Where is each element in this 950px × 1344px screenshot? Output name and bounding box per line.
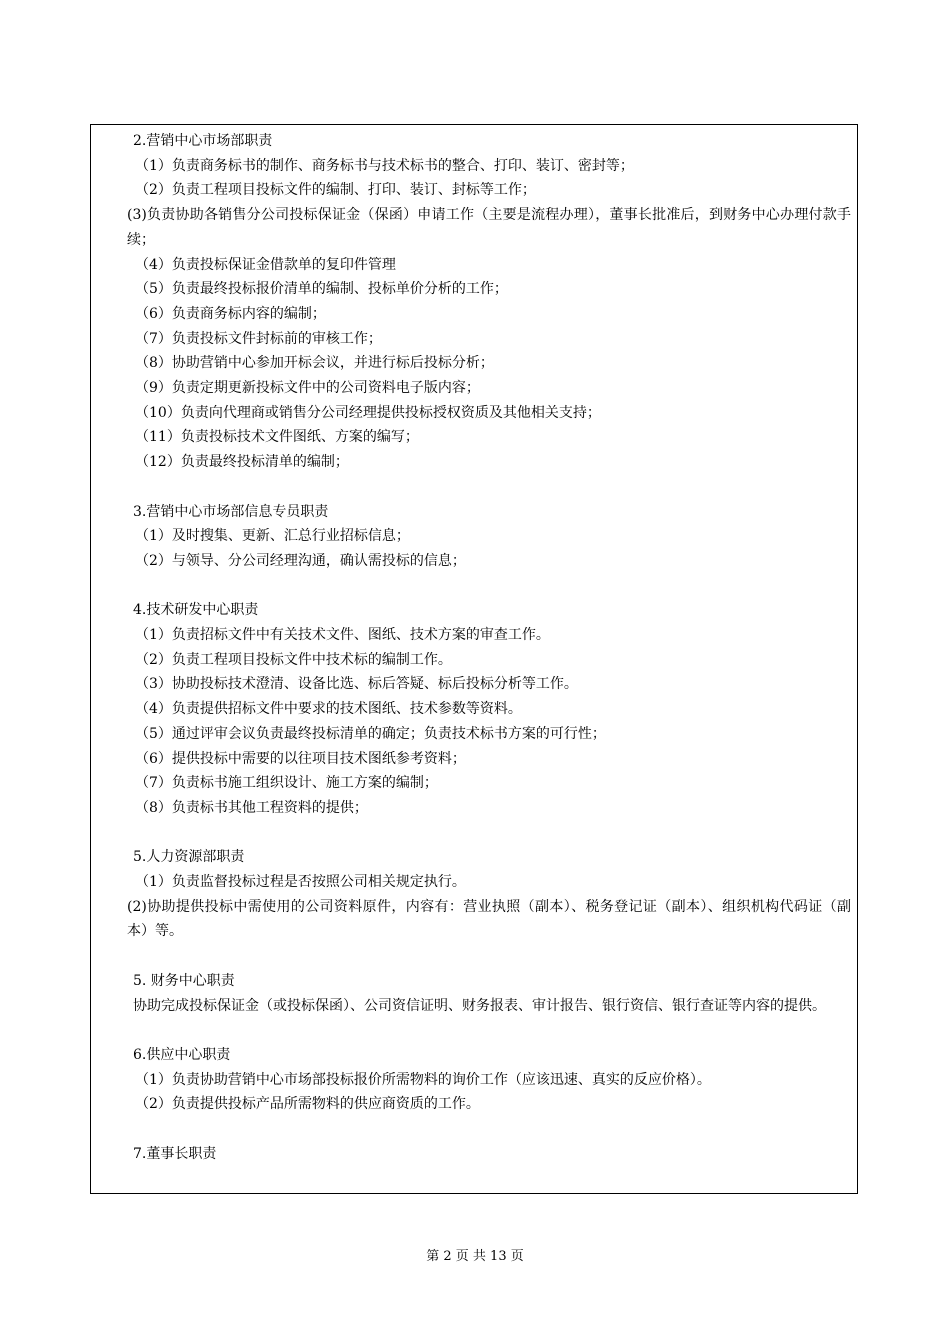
section-heading: 7.董事长职责: [133, 1145, 217, 1162]
list-item: （4）负责投标保证金借款单的复印件管理: [135, 256, 396, 273]
list-item: （2）负责工程项目投标文件中技术标的编制工作。: [135, 651, 452, 668]
list-item: （6）负责商务标内容的编制；: [135, 305, 326, 322]
list-item: （5）负责最终投标报价清单的编制、投标单价分析的工作；: [135, 281, 508, 298]
list-item: （1）及时搜集、更新、汇总行业招标信息；: [135, 528, 410, 545]
list-item: （11）负责投标技术文件图纸、方案的编写；: [135, 429, 419, 446]
list-item: （7）负责标书施工组织设计、施工方案的编制；: [135, 775, 438, 792]
section-heading: 5.人力资源部职责: [133, 849, 245, 866]
list-item: （1）负责协助营销中心市场部投标报价所需物料的询价工作（应该迅速、真实的反应价格）。: [135, 1071, 711, 1088]
document-body: [99, 129, 851, 1166]
list-item: （8）协助营销中心参加开标会议，并进行标后投标分析；: [135, 355, 494, 372]
list-item: （7）负责投标文件封标前的审核工作；: [135, 330, 382, 347]
list-item: （2）与领导、分公司经理沟通，确认需投标的信息；: [135, 552, 466, 569]
list-item: （2）负责工程项目投标文件的编制、打印、装订、封标等工作；: [135, 182, 536, 199]
page-number: 第 2 页 共 13 页: [426, 1249, 524, 1264]
section-spacer: [99, 574, 851, 599]
section-heading: 6.供应中心职责: [133, 1046, 231, 1063]
list-item: （9）负责定期更新投标文件中的公司资料电子版内容；: [135, 380, 480, 397]
list-item: （4）负责提供招标文件中要求的技术图纸、技术参数等资料。: [135, 701, 522, 718]
section-spacer: [99, 821, 851, 846]
section-heading: 4.技术研发中心职责: [133, 602, 259, 619]
list-item: （1）负责商务标书的制作、商务标书与技术标书的整合、打印、装订、密封等；: [135, 157, 634, 174]
section-spacer: [99, 1018, 851, 1043]
section-heading: 5. 财务中心职责: [133, 972, 235, 989]
list-item: （2）负责提供投标产品所需物料的供应商资质的工作。: [135, 1096, 480, 1113]
section-heading: 3.营销中心市场部信息专员职责: [133, 503, 329, 520]
section-spacer: [99, 944, 851, 969]
list-item: （10）负责向代理商或销售分公司经理提供投标授权资质及其他相关支持；: [135, 404, 601, 421]
list-item: (3)负责协助各销售分公司投标保证金（保函）申请工作（主要是流程办理），董事长批准后，到财务中心办理付款手续；: [127, 207, 851, 248]
list-item: （3）协助投标技术澄清、设备比选、标后答疑、标后投标分析等工作。: [135, 676, 578, 693]
list-item: （12）负责最终投标清单的编制；: [135, 454, 349, 471]
content-frame: [90, 124, 858, 1194]
paragraph: 协助完成投标保证金（或投标保函）、公司资信证明、财务报表、审计报告、银行资信、银行查证等内容的提供。: [133, 997, 826, 1014]
list-item: （5）通过评审会议负责最终投标清单的确定；负责技术标书方案的可行性；: [135, 725, 606, 742]
list-item: （1）负责招标文件中有关技术文件、图纸、技术方案的审查工作。: [135, 627, 550, 644]
section-heading: 2.营销中心市场部职责: [133, 133, 273, 149]
list-item: (2)协助提供投标中需使用的公司资料原件，内容有：营业执照（副本）、税务登记证（副本）、组织机构代码证（副本）等。: [127, 898, 851, 940]
section-spacer: [99, 1117, 851, 1142]
list-item: （8）负责标书其他工程资料的提供；: [135, 799, 368, 816]
list-item: （6）提供投标中需要的以往项目技术图纸参考资料；: [135, 750, 466, 767]
list-item: （1）负责监督投标过程是否按照公司相关规定执行。: [135, 874, 466, 891]
section-spacer: [99, 475, 851, 500]
